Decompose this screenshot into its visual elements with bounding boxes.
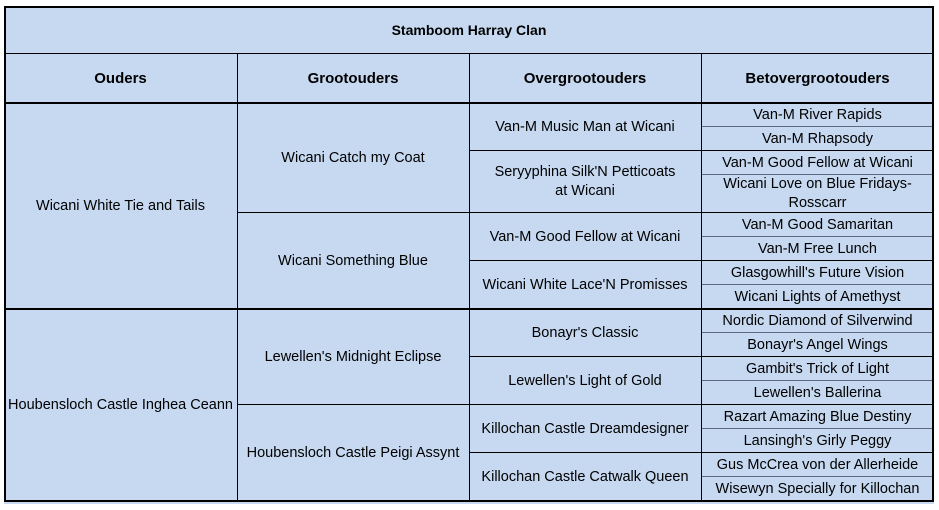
divider bbox=[701, 53, 702, 502]
header-ouders: Ouders bbox=[94, 70, 147, 87]
divider bbox=[701, 380, 934, 381]
great-grandparent-cell: Lewellen's Light of Gold bbox=[508, 372, 662, 389]
great-great-grandparent-cell: Wisewyn Specially for Killochan bbox=[715, 480, 920, 497]
great-great-grandparent-cell: Wicani Lights of Amethyst bbox=[734, 288, 901, 305]
great-grandparent-cell: Van-M Good Fellow at Wicani bbox=[489, 228, 681, 245]
header-betovergrootouders: Betovergrootouders bbox=[745, 70, 890, 87]
great-grandparent-cell: Van-M Music Man at Wicani bbox=[495, 118, 675, 135]
great-great-grandparent-cell: Nordic Diamond of Silverwind bbox=[722, 312, 913, 329]
great-great-grandparent-cell: Bonayr's Angel Wings bbox=[747, 336, 888, 353]
divider bbox=[4, 6, 6, 502]
great-grandparent-cell: Wicani White Lace'N Promisses bbox=[482, 276, 688, 293]
great-grandparent-cell: Killochan Castle Catwalk Queen bbox=[481, 468, 689, 485]
grandparent-cell: Wicani Something Blue bbox=[278, 252, 428, 269]
great-great-grandparent-cell: Van-M Good Fellow at Wicani bbox=[722, 154, 913, 171]
table-title: Stamboom Harray Clan bbox=[391, 21, 547, 38]
divider bbox=[237, 212, 934, 213]
divider bbox=[701, 126, 934, 127]
grandparent-cell: Wicani Catch my Coat bbox=[281, 149, 425, 166]
great-great-grandparent-cell: Van-M Free Lunch bbox=[757, 240, 877, 257]
divider bbox=[469, 53, 470, 502]
parent-cell: Houbensloch Castle Inghea Ceann bbox=[8, 396, 233, 413]
great-great-grandparent-cell: Glasgowhill's Future Vision bbox=[730, 264, 905, 281]
parent-cell: Wicani White Tie and Tails bbox=[36, 197, 205, 214]
divider bbox=[701, 236, 934, 237]
divider bbox=[701, 476, 934, 477]
great-great-grandparent-cell: Wicani Love on Blue Fridays-Rosscarr bbox=[723, 176, 912, 211]
great-grandparent-cell: Bonayr's Classic bbox=[531, 324, 639, 341]
great-great-grandparent-cell: Lewellen's Ballerina bbox=[753, 384, 882, 401]
great-great-grandparent-cell: Van-M River Rapids bbox=[753, 106, 882, 123]
divider bbox=[701, 174, 934, 175]
divider bbox=[932, 6, 934, 502]
great-great-grandparent-cell: Van-M Rhapsody bbox=[762, 130, 873, 147]
great-great-grandparent-cell: Gambit's Trick of Light bbox=[746, 360, 889, 377]
header-grootouders: Grootouders bbox=[307, 70, 399, 87]
grandparent-cell: Houbensloch Castle Peigi Assynt bbox=[246, 444, 460, 461]
divider bbox=[701, 332, 934, 333]
pedigree-table bbox=[4, 6, 934, 504]
great-great-grandparent-cell: Lansingh's Girly Peggy bbox=[743, 432, 892, 449]
header-overgrootouders: Overgrootouders bbox=[523, 70, 647, 87]
great-great-grandparent-cell: Van-M Good Samaritan bbox=[741, 216, 894, 233]
great-grandparent-cell: Seryyphina Silk'N Petticoats at Wicani bbox=[494, 164, 676, 199]
great-grandparent-cell: Killochan Castle Dreamdesigner bbox=[481, 420, 689, 437]
great-great-grandparent-cell: Gus McCrea von der Allerheide bbox=[716, 456, 919, 473]
divider bbox=[4, 6, 934, 8]
divider bbox=[237, 404, 934, 405]
divider bbox=[701, 428, 934, 429]
grandparent-cell: Lewellen's Midnight Eclipse bbox=[264, 348, 442, 365]
great-great-grandparent-cell: Razart Amazing Blue Destiny bbox=[723, 408, 912, 425]
divider bbox=[701, 284, 934, 285]
divider bbox=[237, 53, 238, 502]
